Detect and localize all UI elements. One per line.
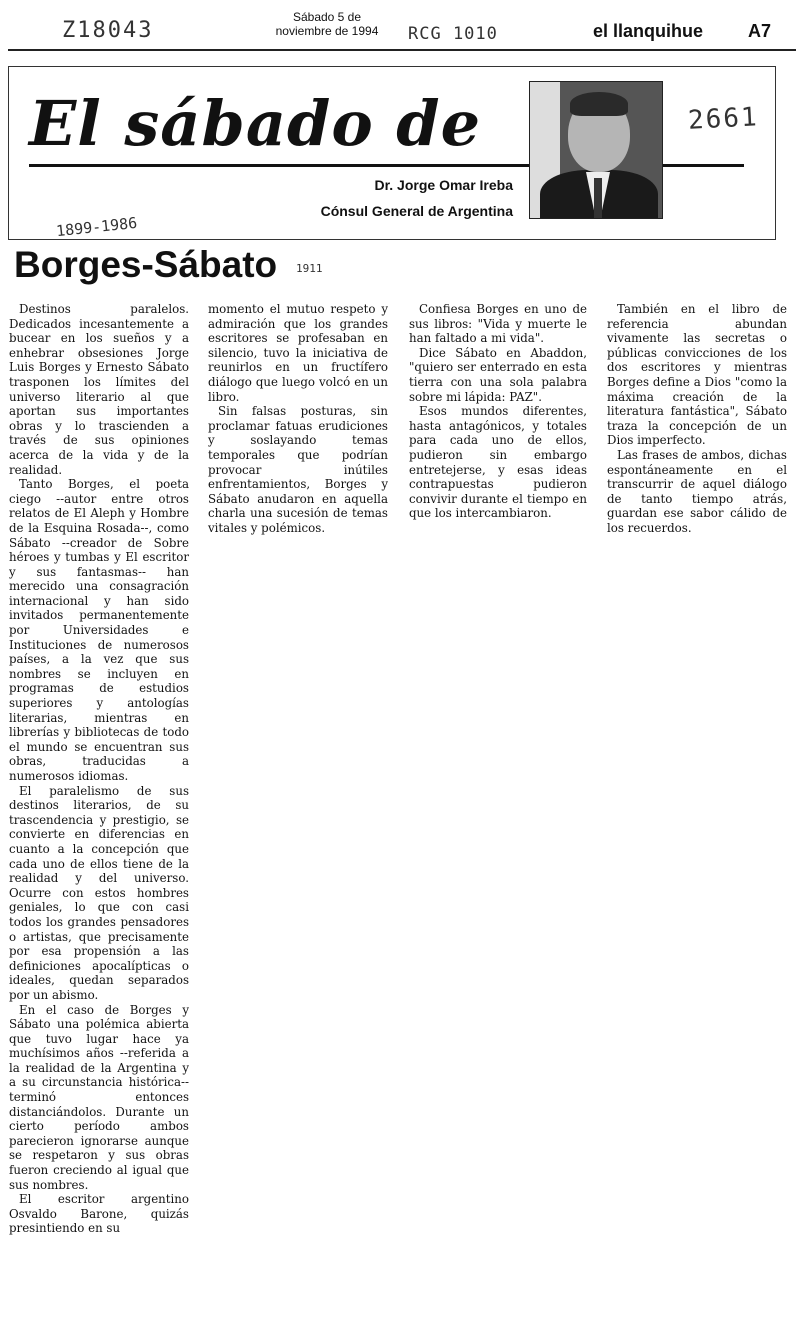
newspaper-name: el llanquihue <box>593 21 704 41</box>
handwritten-years: 1899-1986 <box>55 213 138 241</box>
article-column-4 <box>607 302 787 536</box>
author-title: Cónsul General de Argentina <box>320 203 513 219</box>
header-rule <box>8 49 796 51</box>
handwritten-archive-id: Z18043 <box>62 18 154 43</box>
paragraph: En el caso de Borges y Sábato una polémica abierta que tuvo lugar hace ya muchísimos años --referida a la realidad de la Argentina y a su circunstancia histórica-- terminó entonces distanciándolos. Durante un cierto período ambos parecieron ignorarse aunque se respetaron y sus obras fueron creciendo al igual que sus nombres. <box>9 1002 189 1192</box>
article-column-2 <box>208 302 388 536</box>
paragraph: Confiesa Borges en uno de sus libros: "Vida y muerte le han faltado a mi vida". <box>409 302 587 346</box>
paragraph: Sin falsas posturas, sin proclamar fatuas erudiciones y soslayando temas temporales que podrían provocar inútiles enfrentamientos, Borges y Sábato anudaron en aquella charla una sucesión de temas vitales y polémicos. <box>208 404 388 535</box>
paragraph: Las frases de ambos, dichas espontáneamente en el transcurrir de aquel diálogo de tanto tiempo atrás, guardan ese sabor cálido de los recuerdos. <box>607 447 787 535</box>
column-header-box <box>8 66 776 240</box>
article-headline: Borges-Sábato <box>14 244 278 285</box>
article-column-1 <box>9 302 189 1236</box>
article-column-3 <box>409 302 587 521</box>
paragraph: Destinos paralelos. Dedicados incesantemente a bucear en los sueños y a enhebrar obsesiones Jorge Luis Borges y Ernesto Sábato trasponen los límites del universo literario al que aportan sus importantes obras y lo trascienden a través de sus opiniones acerca de la vida y de la realidad. <box>9 302 189 477</box>
issue-date-line2: noviembre de 1994 <box>275 24 379 38</box>
handwritten-code: RCG 1010 <box>408 24 498 44</box>
paragraph: Esos mundos diferentes, hasta antagónicos, y totales para cada uno de ellos, pudieron sin embargo entretejerse, y esas ideas contrapuestas pudieron convivir durante el tiempo en que los intercambiaron. <box>409 404 587 521</box>
column-title: El sábado de <box>29 87 482 160</box>
handwritten-number: 2661 <box>687 102 760 136</box>
issue-date <box>262 10 392 38</box>
paragraph: Tanto Borges, el poeta ciego --autor entre otros relatos de El Aleph y Hombre de la Esquina Rosada--, como Sábato --creador de Sobre héroes y tumbas y El escritor y sus fantasmas-- han merecido una consagración internacional y han sido invitados permanentemente por Universidades e Instituciones de numerosos países, a la vez que sus nombres se incluyen en programas de estudios superiores y antologías literarias, mientras en librerías y bibliotecas de todo el mundo se encuentran sus obras, traducidas a numerosos idiomas. <box>9 477 189 783</box>
author-name: Dr. Jorge Omar Ireba <box>374 177 513 193</box>
author-portrait <box>529 81 663 219</box>
page-number: A7 <box>748 21 772 41</box>
paragraph: Dice Sábato en Abaddon, "quiero ser enterrado en esta tierra con una sola palabra sobre mi lápida: PAZ". <box>409 345 587 404</box>
paragraph: El paralelismo de sus destinos literarios, de su trascendencia y prestigio, se convierte en diferencias en cuanto a la concepción que cada uno de ellos tiene de la realidad y del universo. Ocurre con estos hombres geniales, lo que con casi todos los grandes pensadores o artistas, que precisamente por esa propensión a las definiciones apocalípticas o ideales, quedan separados por un abismo. <box>9 783 189 1002</box>
handwritten-note: 1911 <box>296 262 323 275</box>
paragraph: momento el mutuo respeto y admiración que los grandes escritores se profesaban en silencio, tuvo la iniciativa de reunirlos en un fructífero diálogo que luego volcó en un libro. <box>208 302 388 404</box>
issue-date-line1: Sábado 5 de <box>292 10 362 24</box>
paragraph: También en el libro de referencia abundan vivamente las secretas o públicas convicciones de los dos escritores y mientras Borges define a Dios "como la máxima creación de la literatura fantástica", Sábato traza la concepción de un Dios imperfecto. <box>607 302 787 448</box>
paragraph: El escritor argentino Osvaldo Barone, quizás presintiendo en su <box>9 1192 189 1236</box>
